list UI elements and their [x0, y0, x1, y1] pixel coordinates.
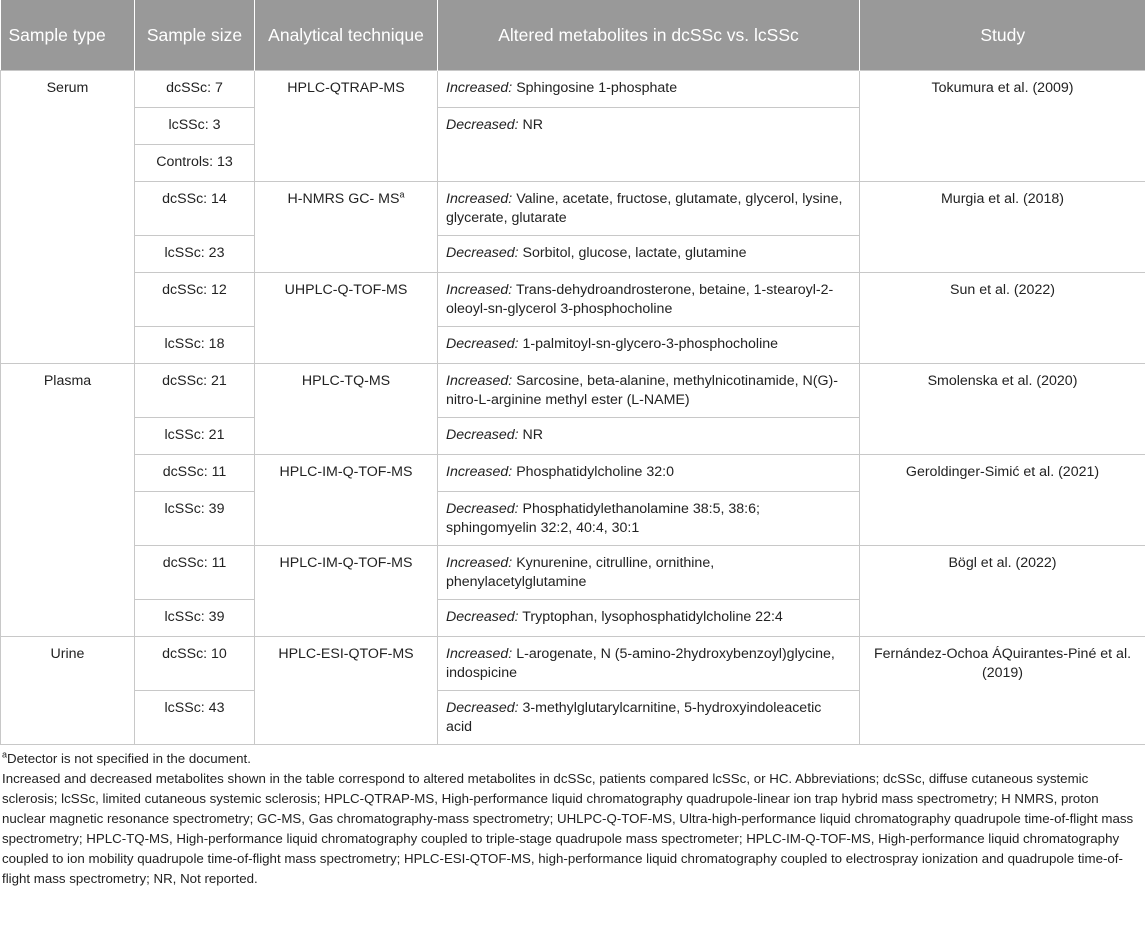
analytical-technique-cell — [255, 364, 438, 455]
technique-footnote-marker: a — [399, 189, 405, 200]
decreased-label: Decreased: — [446, 501, 519, 517]
decreased-metabolites-cell — [438, 600, 860, 637]
study-cell: Geroldinger-Simić et al. (2021) — [860, 455, 1145, 546]
sample-size-cell: dcSSc: 10 — [135, 637, 255, 691]
table-row — [1, 637, 1145, 691]
increased-label: Increased: — [446, 282, 513, 298]
study-cell: Fernández-Ochoa ÁQuirantes-Piné et al. (2019) — [860, 637, 1145, 745]
decreased-label: Decreased: — [446, 117, 519, 133]
analytical-technique-cell — [255, 182, 438, 273]
increased-label: Increased: — [446, 191, 513, 207]
table-body — [1, 71, 1145, 745]
increased-metabolites-cell — [438, 546, 860, 600]
increased-label: Increased: — [446, 464, 513, 480]
decreased-metabolites: Phosphatidylethanolamine 38:5, 38:6; sphingomyelin 32:2, 40:4, 30:1 — [446, 501, 760, 536]
increased-metabolites-cell — [438, 455, 860, 492]
table-row — [1, 546, 1145, 600]
increased-label: Increased: — [446, 373, 513, 389]
table-row — [1, 182, 1145, 236]
decreased-metabolites: Tryptophan, lysophosphatidylcholine 22:4 — [522, 609, 783, 625]
sample-size-cell: dcSSc: 11 — [135, 455, 255, 492]
increased-label: Increased: — [446, 646, 513, 662]
increased-metabolites: Phosphatidylcholine 32:0 — [516, 464, 674, 480]
technique-text: HPLC-IM-Q-TOF-MS — [279, 464, 413, 480]
sample-type-cell: Serum — [1, 71, 135, 364]
increased-label: Increased: — [446, 555, 513, 571]
footnote-text: Detector is not specified in the document. — [7, 751, 251, 766]
sample-size-cell: lcSSc: 21 — [135, 418, 255, 455]
decreased-metabolites: NR — [522, 427, 544, 443]
increased-label: Increased: — [446, 80, 513, 96]
technique-text: H-NMRS GC- MS — [287, 191, 400, 207]
decreased-metabolites: 1-palmitoyl-sn-glycero-3-phosphocholine — [522, 336, 779, 352]
decreased-metabolites-cell — [438, 108, 860, 182]
increased-metabolites: Kynurenine, citrulline, ornithine, phenylacetylglutamine — [446, 555, 715, 590]
header-sample-size: Sample size — [135, 0, 255, 71]
table-row — [1, 273, 1145, 327]
technique-text: HPLC-TQ-MS — [301, 373, 391, 389]
sample-size-cell: dcSSc: 7 — [135, 71, 255, 108]
increased-metabolites: Valine, acetate, fructose, glutamate, glycerol, lysine, glycerate, glutarate — [446, 191, 843, 226]
decreased-metabolites-cell — [438, 691, 860, 745]
decreased-label: Decreased: — [446, 700, 519, 716]
decreased-label: Decreased: — [446, 336, 519, 352]
increased-metabolites-cell — [438, 273, 860, 327]
study-cell: Murgia et al. (2018) — [860, 182, 1145, 273]
decreased-metabolites-cell — [438, 236, 860, 273]
decreased-metabolites: 3-methylglutarylcarnitine, 5-hydroxyindoleacetic acid — [446, 700, 822, 735]
decreased-metabolites-cell — [438, 492, 860, 546]
technique-text: HPLC-QTRAP-MS — [287, 80, 405, 96]
table-header — [1, 0, 1145, 71]
study-cell: Tokumura et al. (2009) — [860, 71, 1145, 182]
study-cell: Sun et al. (2022) — [860, 273, 1145, 364]
analytical-technique-cell — [255, 455, 438, 546]
analytical-technique-cell — [255, 546, 438, 637]
analytical-technique-cell — [255, 71, 438, 182]
study-cell: Bögl et al. (2022) — [860, 546, 1145, 637]
sample-size-cell: lcSSc: 39 — [135, 492, 255, 546]
increased-metabolites-cell — [438, 637, 860, 691]
table-row — [1, 455, 1145, 492]
sample-type-cell: Urine — [1, 637, 135, 745]
footnote — [2, 749, 1143, 769]
sample-size-cell: dcSSc: 14 — [135, 182, 255, 236]
table-row — [1, 71, 1145, 108]
decreased-metabolites: Sorbitol, glucose, lactate, glutamine — [522, 245, 747, 261]
increased-metabolites: Sarcosine, beta-alanine, methylnicotinamide, N(G)-nitro-L-arginine methyl ester (L-NAME) — [446, 373, 838, 408]
decreased-label: Decreased: — [446, 245, 519, 261]
increased-metabolites-cell — [438, 182, 860, 236]
technique-text: HPLC-IM-Q-TOF-MS — [279, 555, 413, 571]
sample-size-cell: lcSSc: 3 — [135, 108, 255, 145]
footnote-marker: a — [2, 749, 8, 760]
analytical-technique-cell — [255, 273, 438, 364]
header-study: Study — [860, 0, 1145, 71]
table-notes — [0, 745, 1145, 889]
abbreviations-note: Increased and decreased metabolites shown in the table correspond to altered metabolites in dcSSc, patients compared lcSSc, or HC. Abbreviations; dcSSc, diffuse cutaneous systemic sclerosis; lcSSc, limited cutaneous systemic sclerosis; HPLC-QTRAP-MS, High-performance liquid chromatography quadrupole-linear ion trap hybrid mass spectrometry; H NMRS, proton nuclear magnetic resonance spectrometry; GC-MS, Gas chromatography-mass spectrometry; UHLPC-Q-TOF-MS, Ultra-high-performance liquid chromatography quadrupole time-of-flight mass spectrometry; HPLC-TQ-MS, High-performance liquid chromatography coupled to triple-stage quadrupole mass spectrometer; HPLC-IM-Q-TOF-MS, High-performance liquid chromatography coupled to ion mobility quadrupole time-of-flight mass spectrometry; HPLC-ESI-QTOF-MS, high-performance liquid chromatography coupled to electrospray ionization and quadrupole time-of-flight mass spectrometry; NR, Not reported. — [2, 771, 1134, 886]
sample-size-cell: Controls: 13 — [135, 145, 255, 182]
increased-metabolites: Sphingosine 1-phosphate — [516, 80, 678, 96]
header-altered-metabolites: Altered metabolites in dcSSc vs. lcSSc — [438, 0, 860, 71]
increased-metabolites: Trans-dehydroandrosterone, betaine, 1-stearoyl-2-oleoyl-sn-glycerol 3-phosphocholine — [446, 282, 834, 317]
header-analytical-technique: Analytical technique — [255, 0, 438, 71]
increased-metabolites-cell — [438, 364, 860, 418]
decreased-label: Decreased: — [446, 427, 519, 443]
decreased-metabolites: NR — [522, 117, 544, 133]
sample-size-cell: dcSSc: 21 — [135, 364, 255, 418]
decreased-metabolites-cell — [438, 418, 860, 455]
technique-text: HPLC-ESI-QTOF-MS — [278, 646, 414, 662]
sample-size-cell: dcSSc: 12 — [135, 273, 255, 327]
sample-size-cell: lcSSc: 39 — [135, 600, 255, 637]
study-cell: Smolenska et al. (2020) — [860, 364, 1145, 455]
sample-size-cell: lcSSc: 23 — [135, 236, 255, 273]
sample-size-cell: dcSSc: 11 — [135, 546, 255, 600]
header-sample-type: Sample type — [1, 0, 135, 71]
sample-size-cell: lcSSc: 18 — [135, 327, 255, 364]
technique-text: UHPLC-Q-TOF-MS — [284, 282, 408, 298]
sample-size-cell: lcSSc: 43 — [135, 691, 255, 745]
sample-type-cell: Plasma — [1, 364, 135, 637]
increased-metabolites: L-arogenate, N (5-amino-2hydroxybenzoyl)glycine, indospicine — [446, 646, 835, 681]
table-row — [1, 364, 1145, 418]
decreased-metabolites-cell — [438, 327, 860, 364]
decreased-label: Decreased: — [446, 609, 519, 625]
analytical-technique-cell — [255, 637, 438, 745]
increased-metabolites-cell — [438, 71, 860, 108]
